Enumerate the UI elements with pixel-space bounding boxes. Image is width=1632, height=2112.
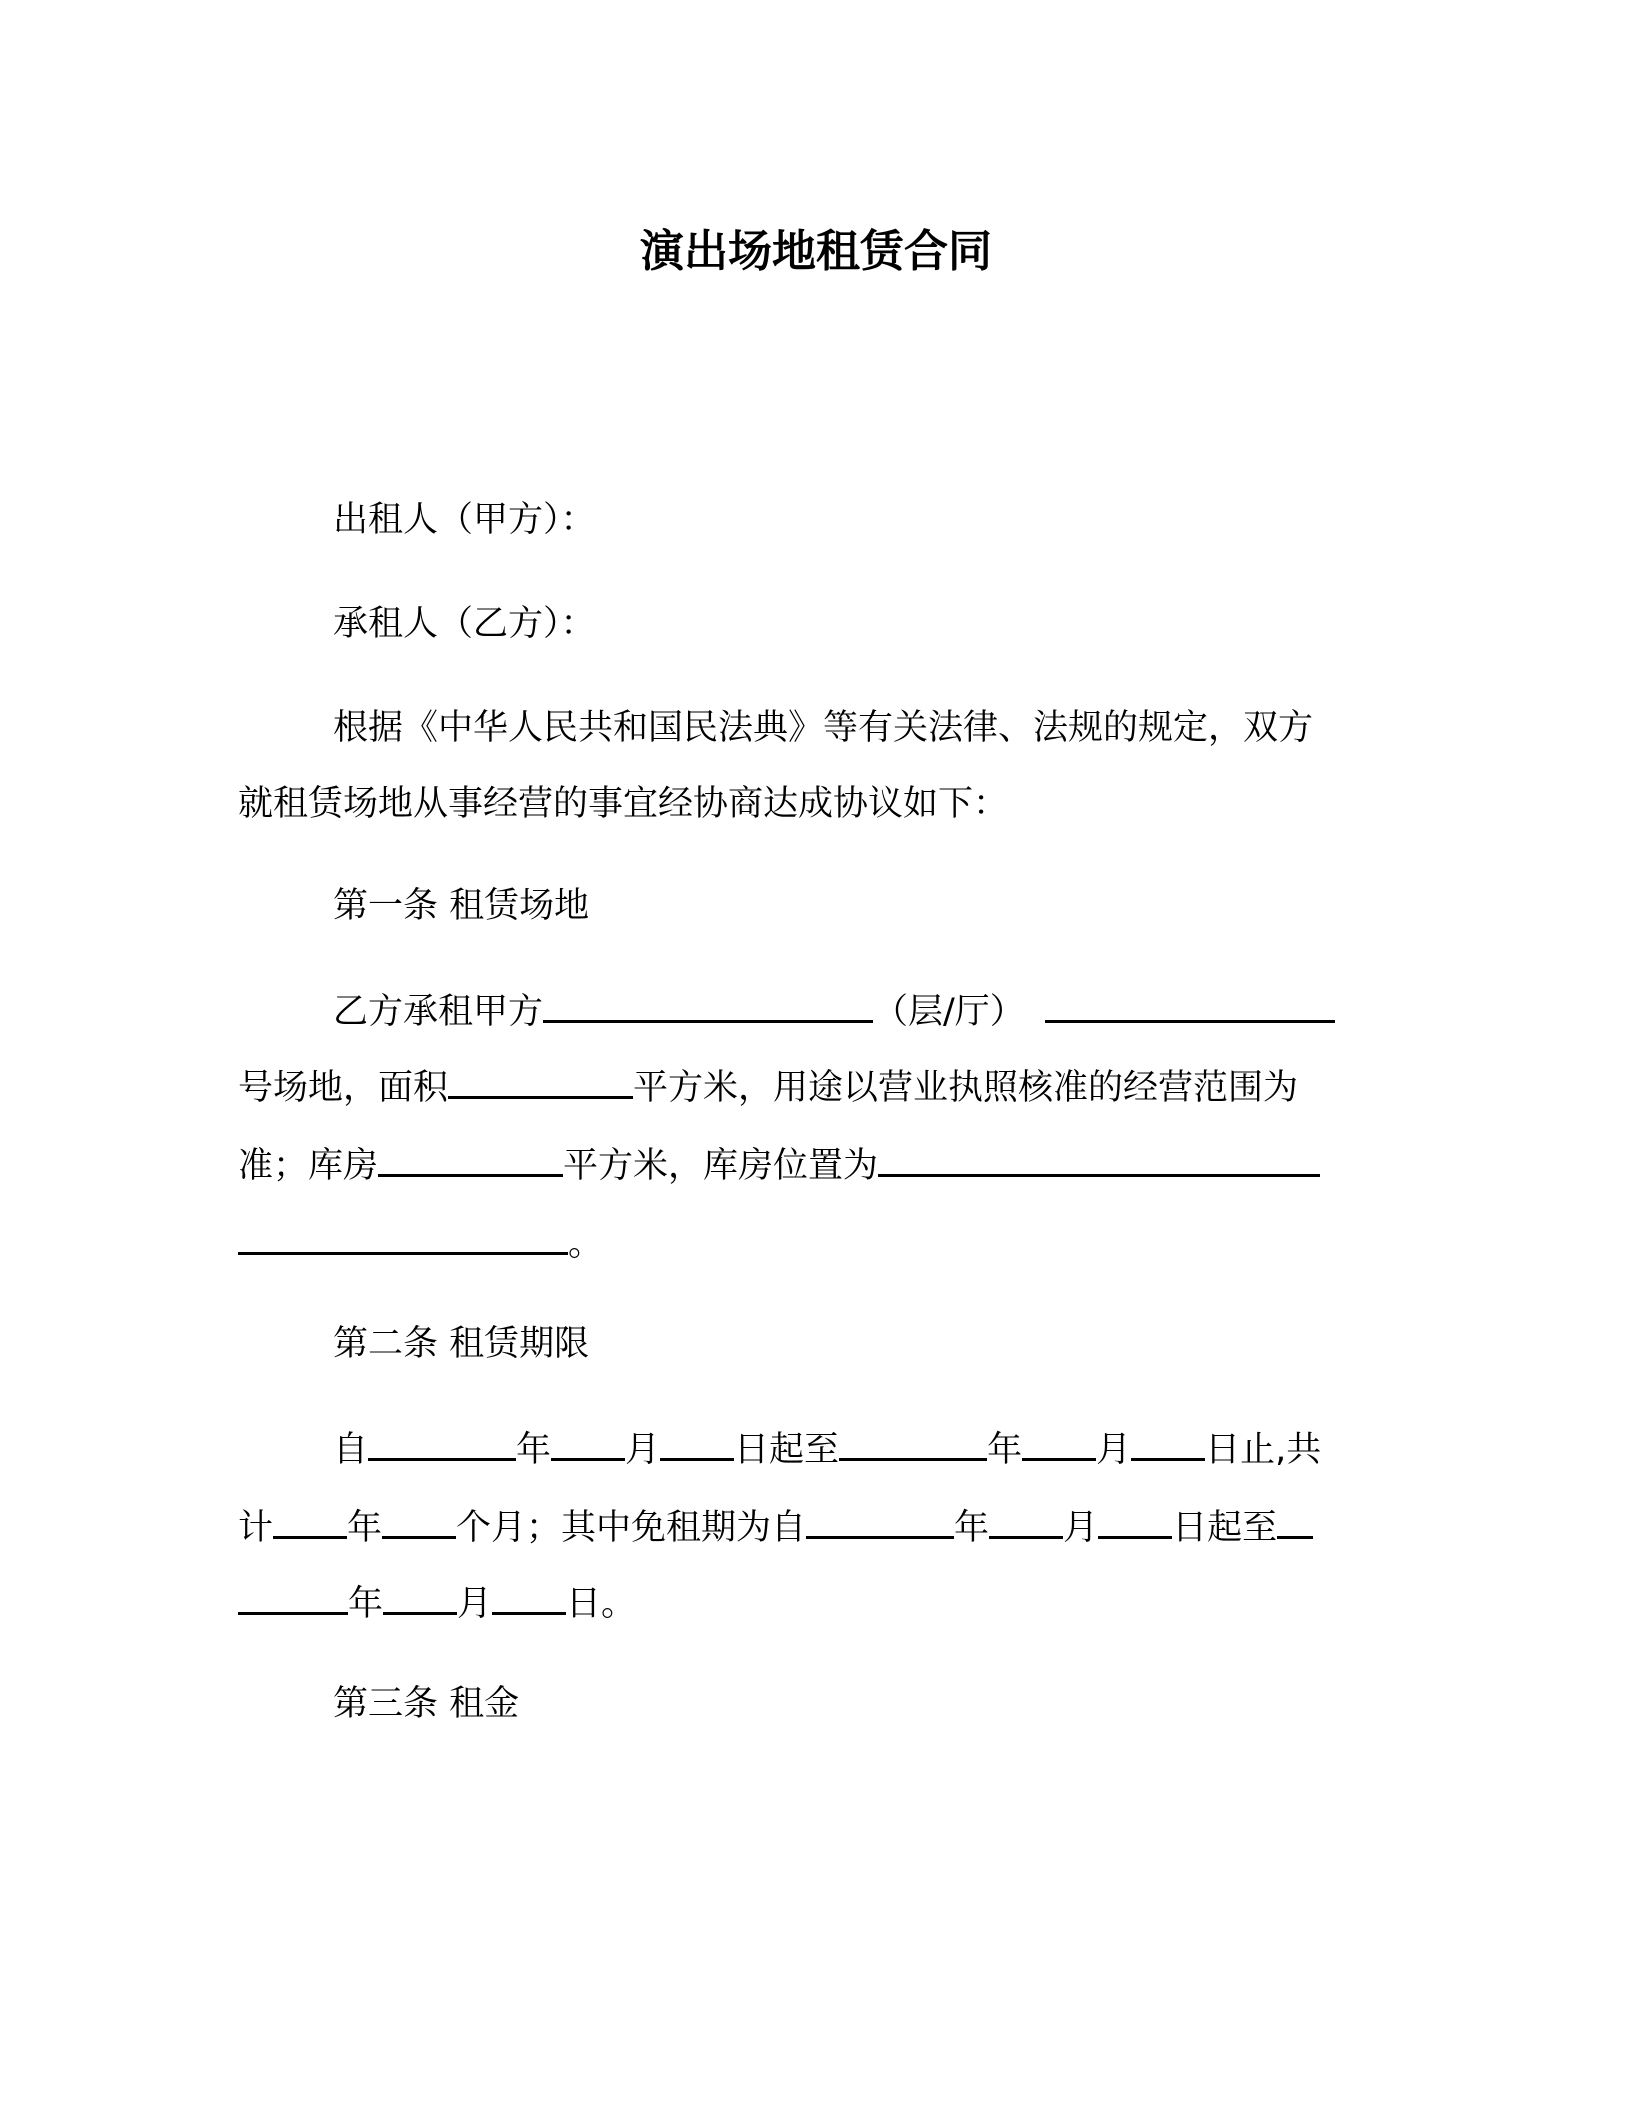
document-title: 演出场地租赁合同	[640, 226, 992, 277]
blank-field[interactable]	[238, 1218, 568, 1255]
blank-field[interactable]	[448, 1062, 633, 1099]
article-2-text: 日止,共	[1205, 1430, 1322, 1470]
article-2-text: 月	[1096, 1430, 1132, 1470]
blank-field[interactable]	[1022, 1424, 1096, 1461]
blank-field[interactable]	[1277, 1502, 1313, 1539]
lessor-label: 出租人（甲方）：	[333, 500, 596, 540]
article-1-text: 号场地，面积	[238, 1068, 449, 1108]
article-1-line-1	[333, 986, 1335, 1036]
article-1-text: （层/厅）	[873, 992, 1025, 1032]
article-1-text: 准；库房	[238, 1146, 379, 1186]
article-2-text: 日。	[566, 1584, 637, 1624]
article-1-text: 平方米，用途以营业执照核准的经营范围为	[633, 1068, 1299, 1108]
intro-line-1: 根据《中华人民共和国民法典》等有关法律、法规的规定，双方	[333, 708, 1314, 748]
article-2-text: 日起至	[734, 1430, 840, 1470]
article-2-text: 月	[457, 1584, 493, 1624]
blank-field[interactable]	[1131, 1424, 1205, 1461]
article-2-heading: 第二条 租赁期限	[333, 1324, 590, 1364]
article-1-text: 乙方承租甲方	[333, 992, 544, 1032]
article-1-text: 。	[568, 1224, 604, 1264]
article-2-text: 年	[348, 1584, 384, 1624]
article-2-text: 年	[516, 1430, 552, 1470]
blank-field[interactable]	[273, 1502, 347, 1539]
blank-field[interactable]	[382, 1502, 456, 1539]
article-1-text: 平方米，库房位置为	[563, 1146, 879, 1186]
blank-field[interactable]	[878, 1140, 1320, 1177]
article-1-line-2	[238, 1062, 1298, 1112]
blank-field[interactable]	[989, 1502, 1063, 1539]
blank-field[interactable]	[378, 1140, 563, 1177]
article-2-line-2	[238, 1502, 1313, 1552]
article-2-text: 自	[333, 1430, 369, 1470]
article-1-line-3	[238, 1140, 1320, 1190]
article-1-line-4	[238, 1218, 603, 1268]
blank-field[interactable]	[1045, 986, 1335, 1023]
blank-field[interactable]	[368, 1424, 516, 1461]
blank-field[interactable]	[543, 986, 873, 1023]
article-2-text: 月	[1063, 1508, 1099, 1548]
blank-field[interactable]	[383, 1578, 457, 1615]
article-2-text: 年	[987, 1430, 1023, 1470]
blank-field[interactable]	[492, 1578, 566, 1615]
article-2-text: 年	[347, 1508, 383, 1548]
article-2-text: 年	[954, 1508, 990, 1548]
blank-field[interactable]	[660, 1424, 734, 1461]
blank-field[interactable]	[238, 1578, 348, 1615]
blank-field[interactable]	[839, 1424, 987, 1461]
article-2-text: 计	[238, 1508, 274, 1548]
blank-field[interactable]	[1098, 1502, 1172, 1539]
intro-line-2: 就租赁场地从事经营的事宜经协商达成协议如下：	[238, 784, 1009, 824]
lessee-label: 承租人（乙方）：	[333, 604, 596, 644]
article-2-text: 日起至	[1172, 1508, 1278, 1548]
article-2-text: 月	[625, 1430, 661, 1470]
article-2-line-1	[333, 1424, 1321, 1474]
article-2-line-3	[238, 1578, 636, 1628]
article-1-heading: 第一条 租赁场地	[333, 886, 590, 926]
blank-field[interactable]	[806, 1502, 954, 1539]
article-2-text: 个月；其中免租期为自	[456, 1508, 807, 1548]
blank-field[interactable]	[551, 1424, 625, 1461]
article-3-heading: 第三条 租金	[333, 1684, 520, 1724]
